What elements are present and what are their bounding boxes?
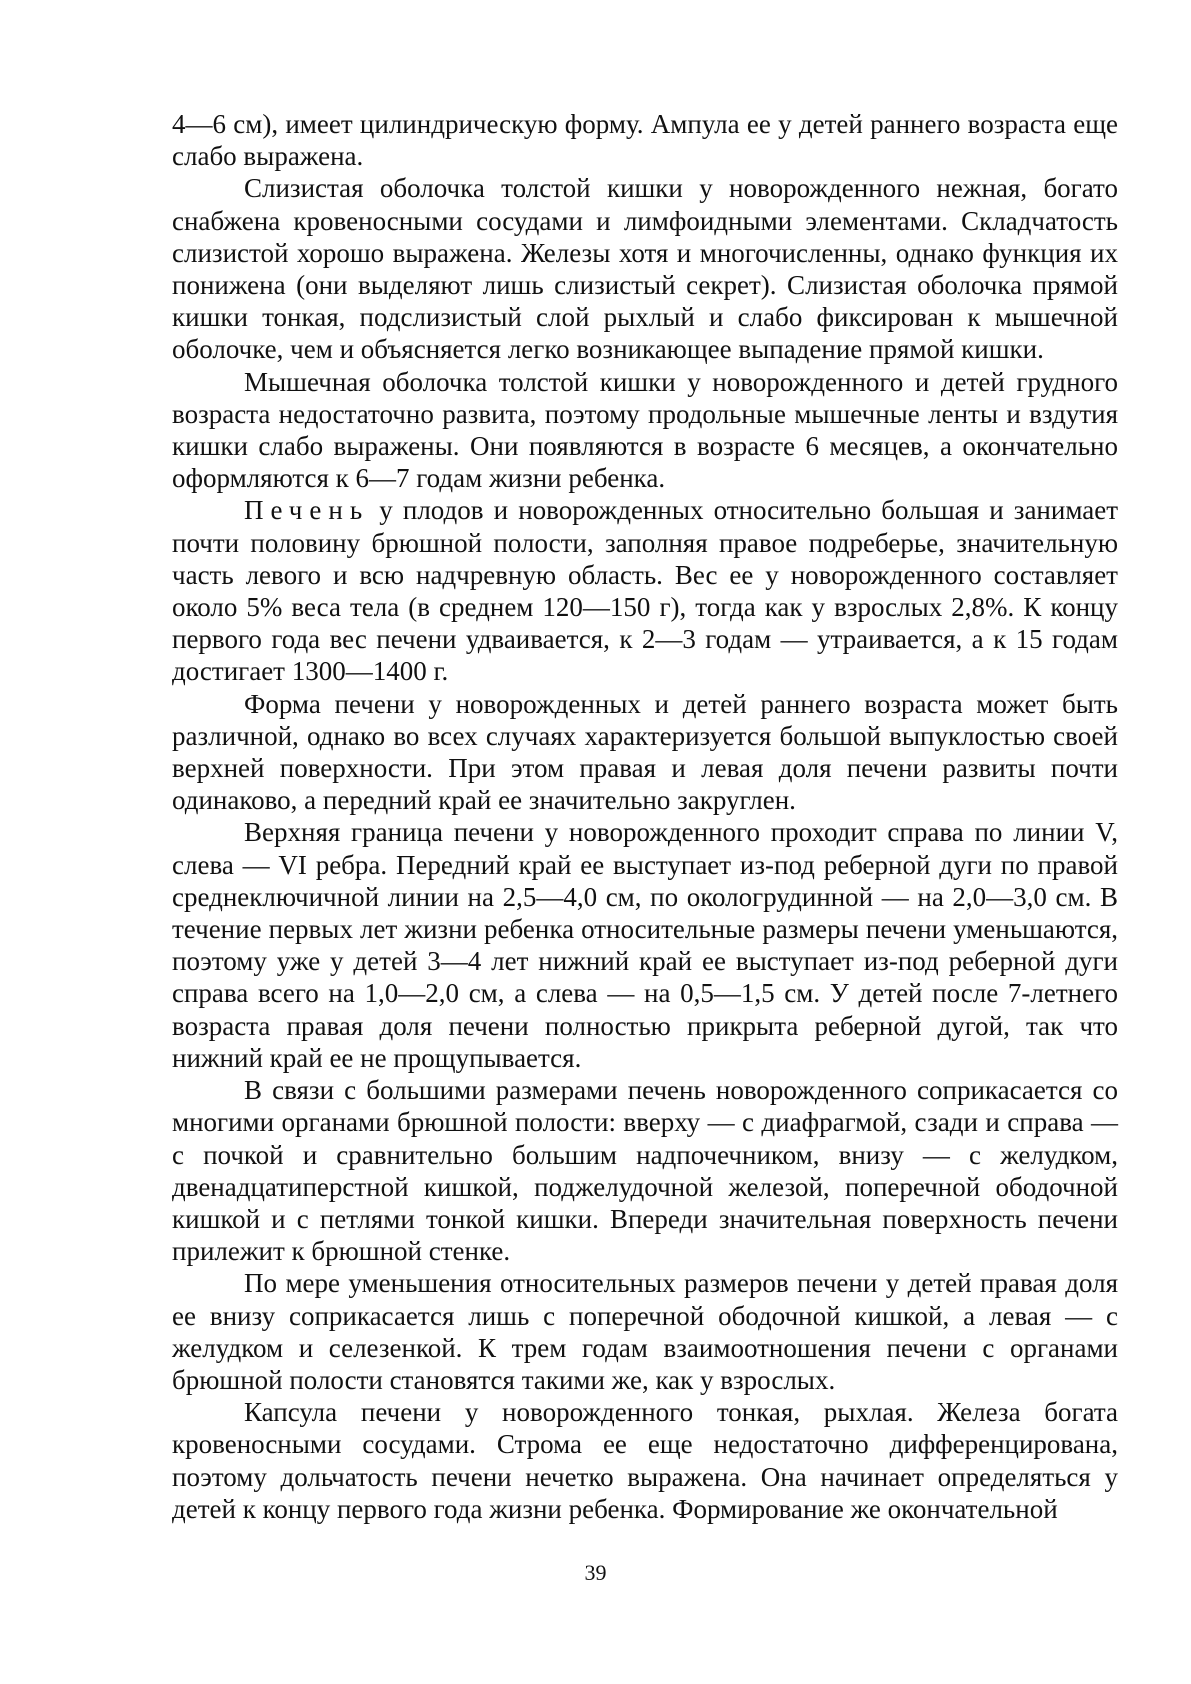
paragraph-liver-capsule: Капсула печени у новорожденного тонкая, рыхлая. Железа богата кровеносными сосудами. Строма ее еще недостаточно дифференцирована, поэтому дольчатость печени нечетко выражена. Она начинает определяться у детей к концу первого года жизни ребенка. Формирование же окончательной — [172, 1397, 1118, 1524]
paragraph-liver-border: Верхняя граница печени у новорожденного проходит справа по линии V, слева — VI ребра. Передний край ее выступает из-под реберной дуги по правой среднеключичной линии на 2,5—4,0 см, по окологрудинной — на 2,0—3,0 см. В течение первых лет жизни ребенка относительные размеры печени уменьшаются, поэтому уже у детей 3—4 лет нижний край ее выступает из-под реберной дуги справа всего на 1,0—2,0 см, а слева — на 0,5—1,5 см. У детей после 7-летнего возраста правая доля печени полностью прикрыта реберной дугой, так что нижний край ее не прощупывается. — [172, 817, 1118, 1073]
page-number: 39 — [584, 1560, 607, 1585]
paragraph-liver: Печень у плодов и новорожденных относительно большая и занимает почти половину брюшной полости, заполняя правое подреберье, значительную часть левого и всю надчревную область. Вес ее у новорожденного составляет около 5% веса тела (в среднем 120—150 г), тогда как у взрослых 2,8%. К концу первого года вес печени удваивается, к 2—3 годам — утраивается, а к 15 годам достигает 1300—1400 г. — [172, 495, 1118, 687]
document-body — [172, 108, 1118, 1525]
paragraph-muscular-layer: Мышечная оболочка толстой кишки у новорожденного и детей грудного возраста недостаточно развита, поэтому продольные мышечные ленты и вздутия кишки слабо выражены. Они появляются в возрасте 6 месяцев, а окончательно оформляются к 6—7 годам жизни ребенка. — [172, 366, 1118, 494]
paragraph-liver-shape: Форма печени у новорожденных и детей раннего возраста может быть различной, однако во всех случаях характеризуется большой выпуклостью своей верхней поверхности. При этом правая и левая доля печени развиты почти одинаково, а передний край ее значительно закруглен. — [172, 688, 1118, 816]
paragraph-liver-contacts: В связи с большими размерами печень новорожденного соприкасается со многими органами брюшной полости: вверху — с диафрагмой, сзади и справа — с почкой и сравнительно большим надпочечником, внизу — с желудком, двенадцатиперстной кишкой, поджелудочной железой, поперечной ободочной кишкой и с петлями тонкой кишки. Впереди значительная поверхность печени прилежит к брюшной стенке. — [172, 1075, 1118, 1267]
paragraph-liver-size-change: По мере уменьшения относительных размеров печени у детей правая доля ее внизу соприкасается лишь с поперечной ободочной кишкой, а левая — с желудком и селезенкой. К трем годам взаимоотношения печени с органами брюшной полости становятся такими же, как у взрослых. — [172, 1268, 1118, 1395]
paragraph-mucosa: Слизистая оболочка толстой кишки у новорожденного нежная, богато снабжена кровеносными сосудами и лимфоидными элементами. Складчатость слизистой хорошо выражена. Железы хотя и многочисленны, однако функция их понижена (они выделяют лишь слизистый секрет). Слизистая оболочка прямой кишки тонкая, подслизистый слой рыхлый и слабо фиксирован к мышечной оболочке, чем и объясняется легко возникающее выпадение прямой кишки. — [172, 173, 1118, 365]
term-liver: Печень — [244, 495, 370, 526]
paragraph-continued: 4—6 см), имеет цилиндрическую форму. Ампула ее у детей раннего возраста еще слабо выражена. — [172, 109, 1118, 172]
